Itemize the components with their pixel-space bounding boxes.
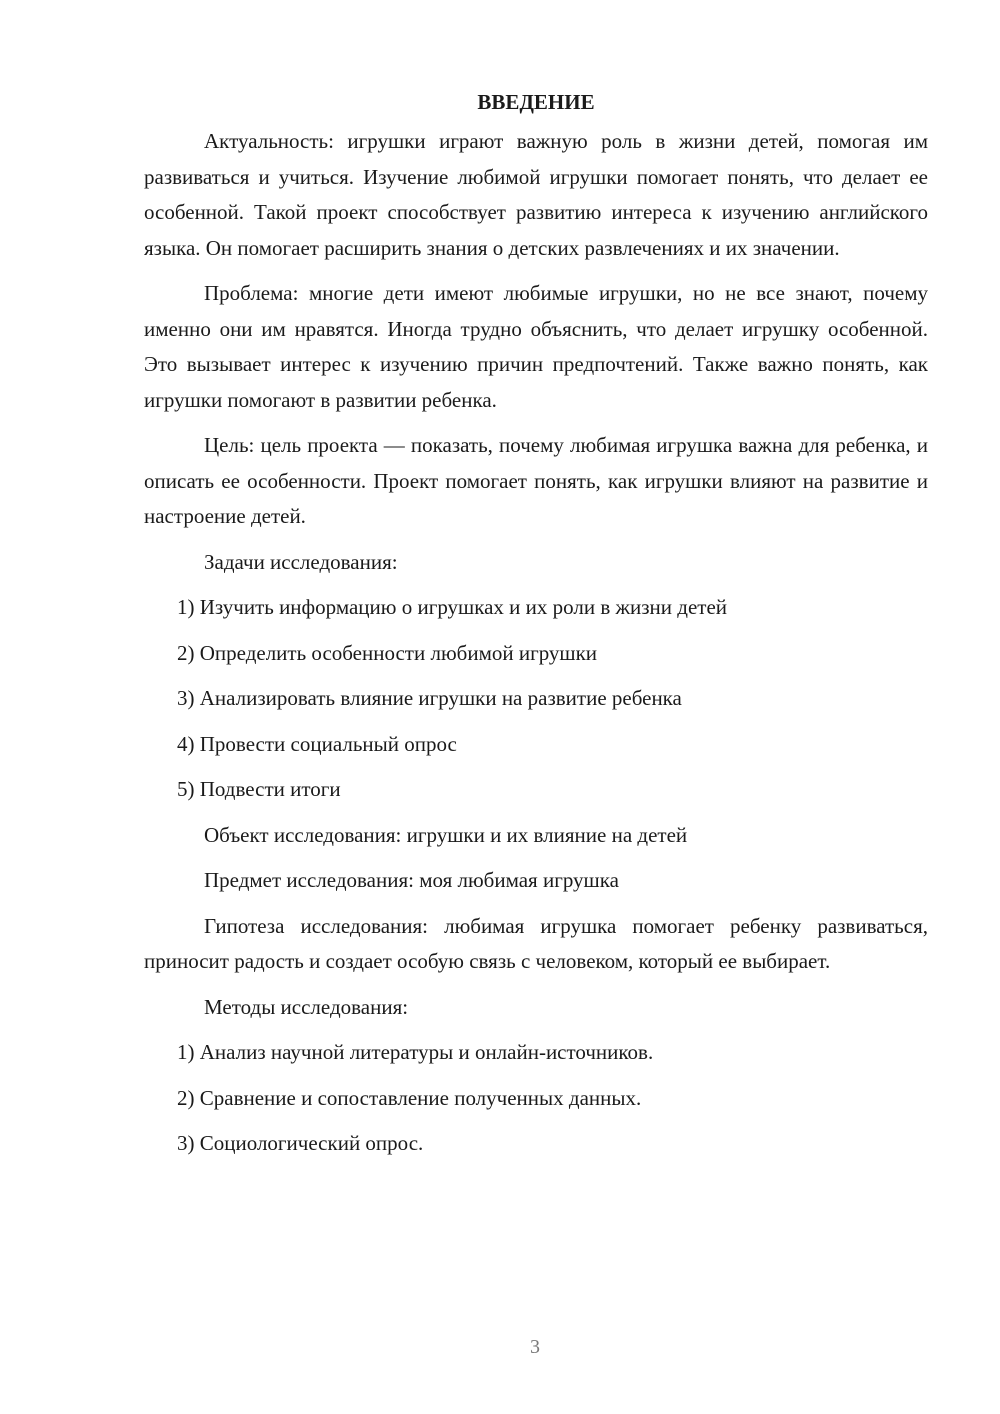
- method-item: 1) Анализ научной литературы и онлайн-источников.: [177, 1040, 654, 1064]
- page-number: 3: [530, 1336, 540, 1358]
- task-item: 3) Анализировать влияние игрушки на развитие ребенка: [177, 686, 682, 710]
- task-item: 1) Изучить информацию о игрушках и их роли в жизни детей: [177, 595, 728, 619]
- research-object: Объект исследования: игрушки и их влияние на детей: [204, 822, 688, 847]
- document-page: [144, 90, 928, 1172]
- methods-list: [144, 1035, 928, 1162]
- method-item: 3) Социологический опрос.: [177, 1131, 424, 1155]
- task-item: 4) Провести социальный опрос: [177, 731, 457, 756]
- task-item: 2) Определить особенности любимой игрушки: [177, 640, 598, 665]
- tasks-label: Задачи исследования:: [204, 549, 398, 574]
- problem-paragraph: Проблема: многие дети имеют любимые игрушки, но не все знают, почему именно они им нравятся. Иногда трудно объяснить, что делает игрушку особенной. Это вызывает интерес к изучению причин предпочтений. Также важно понять, как игрушки помогают в развитии ребенка.: [144, 281, 928, 412]
- actuality-paragraph: Актуальность: игрушки играют важную роль в жизни детей, помогая им развиваться и учиться. Изучение любимой игрушки помогает понять, что делает ее особенной. Такой проект способствует развитию интереса к изучению английского языка. Он помогает расширить знания о детских развлечениях и их значении.: [144, 129, 928, 260]
- section-heading: ВВЕДЕНИЕ: [477, 90, 595, 114]
- task-item: 5) Подвести итоги: [177, 777, 341, 801]
- tasks-list: [144, 590, 928, 808]
- hypothesis-paragraph: Гипотеза исследования: любимая игрушка помогает ребенку развиваться, приносит радость и создает особую связь с человеком, который ее выбирает.: [144, 913, 928, 973]
- methods-label: Методы исследования:: [204, 994, 409, 1019]
- goal-paragraph: Цель: цель проекта — показать, почему любимая игрушка важна для ребенка, и описать ее особенности. Проект помогает понять, как игрушки влияют на развитие и настроение детей.: [144, 433, 928, 528]
- method-item: 2) Сравнение и сопоставление полученных данных.: [177, 1085, 642, 1110]
- research-subject: Предмет исследования: моя любимая игрушка: [204, 868, 619, 892]
